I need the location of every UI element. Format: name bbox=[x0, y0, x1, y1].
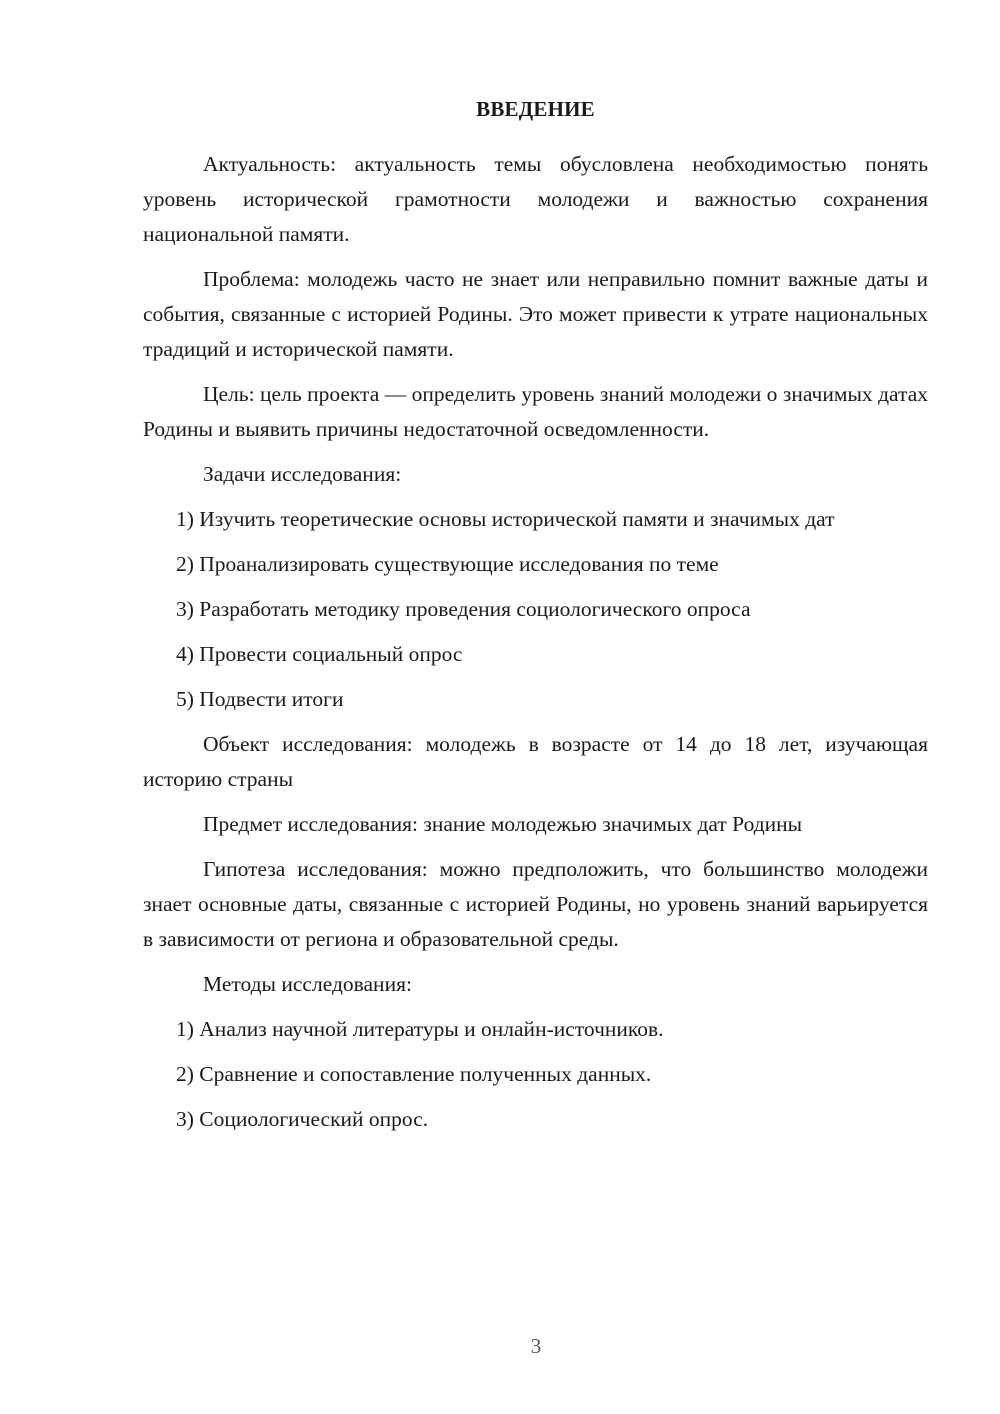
methods-title: Методы исследования: bbox=[203, 972, 412, 996]
task-item: 3) Разработать методику проведения социологического опроса bbox=[176, 597, 751, 621]
method-item: 1) Анализ научной литературы и онлайн-источников. bbox=[176, 1017, 664, 1041]
method-item: 3) Социологический опрос. bbox=[176, 1107, 429, 1131]
method-item: 2) Сравнение и сопоставление полученных данных. bbox=[176, 1062, 652, 1086]
task-item: 5) Подвести итоги bbox=[176, 687, 344, 711]
object-paragraph: Объект исследования: молодежь в возрасте от 14 до 18 лет, изучающая историю страны bbox=[143, 732, 928, 791]
task-item: 4) Провести социальный опрос bbox=[176, 642, 463, 666]
hypothesis-paragraph: Гипотеза исследования: можно предположить, что большинство молодежи знает основные даты, связанные с историей Родины, но уровень знаний варьируется в зависимости от региона и образовательной среды. bbox=[143, 857, 928, 951]
relevance-paragraph: Актуальность: актуальность темы обусловлена необходимостью понять уровень исторической грамотности молодежи и важностью сохранения национальной памяти. bbox=[143, 152, 928, 246]
document-page bbox=[143, 92, 928, 1147]
subject-paragraph: Предмет исследования: знание молодежью значимых дат Родины bbox=[203, 812, 803, 836]
page-number: 3 bbox=[530, 1334, 542, 1358]
document-heading: ВВЕДЕНИЕ bbox=[476, 97, 595, 121]
problem-paragraph: Проблема: молодежь часто не знает или неправильно помнит важные даты и события, связанные с историей Родины. Это может привести к утрате национальных традиций и исторической памяти. bbox=[143, 267, 928, 361]
task-item: 2) Проанализировать существующие исследования по теме bbox=[176, 552, 719, 576]
tasks-title: Задачи исследования: bbox=[203, 462, 402, 486]
task-item: 1) Изучить теоретические основы исторической памяти и значимых дат bbox=[176, 507, 835, 531]
goal-paragraph: Цель: цель проекта — определить уровень знаний молодежи о значимых датах Родины и выявить причины недостаточной осведомленности. bbox=[143, 382, 928, 441]
